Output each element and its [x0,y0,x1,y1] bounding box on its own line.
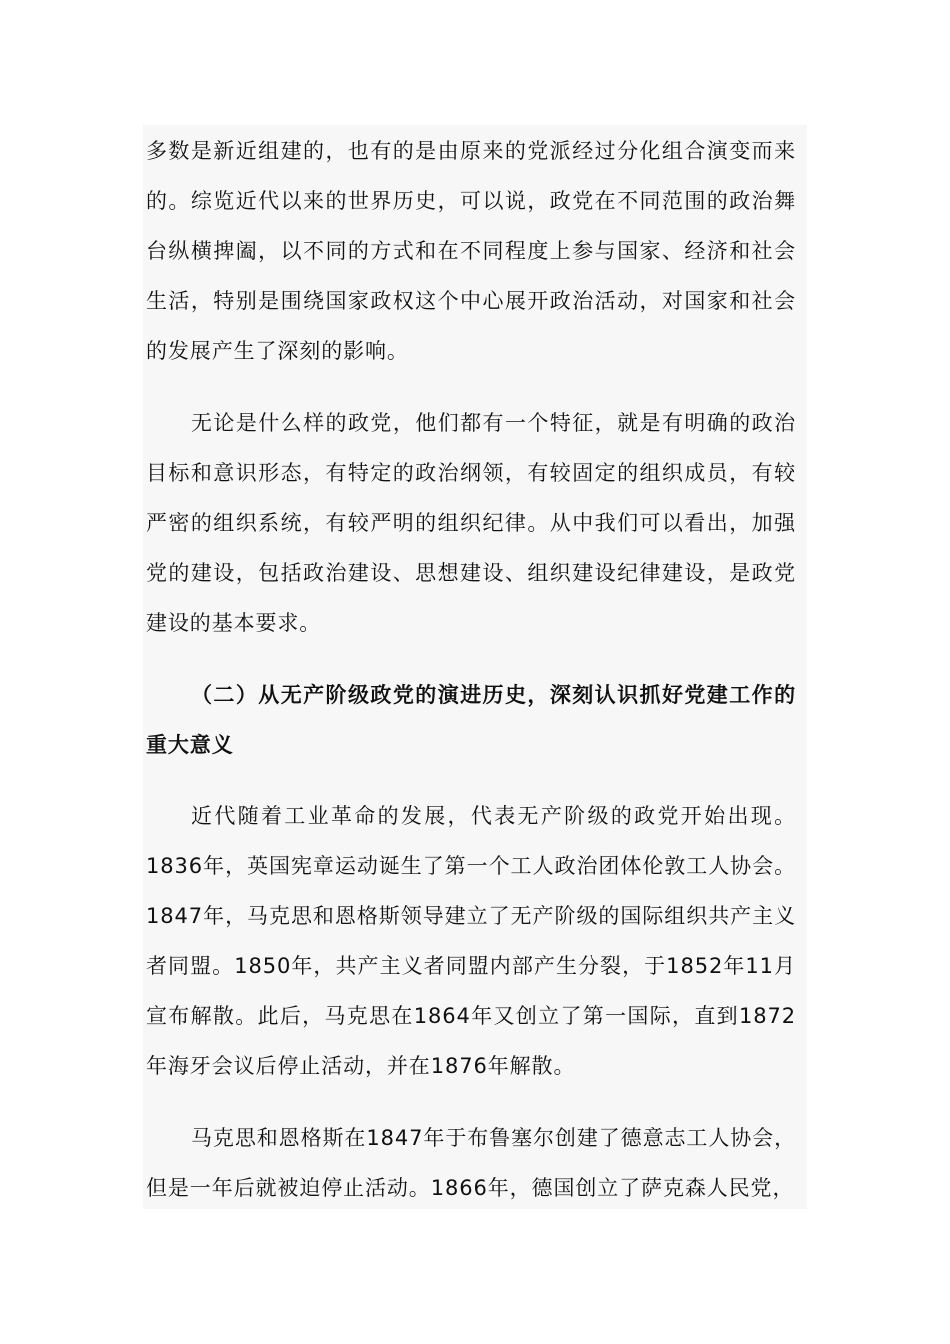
paragraph-party-characteristics: 无论是什么样的政党，他们都有一个特征，就是有明确的政治目标和意识形态，有特定的政治纲领，有较固定的组织成员，有较严密的组织系统，有较严明的组织纪律。从中我们可以看出，加强党的建设，包括政治建设、思想建设、组织建设纪律建设，是政党建设的基本要求。 [146,411,796,635]
paragraph-party-history: 多数是新近组建的，也有的是由原来的党派经过分化组合演变而来的。综览近代以来的世界历史，可以说，政党在不同范围的政治舞台纵横捭阖，以不同的方式和在不同程度上参与国家、经济和社会生活，特别是围绕国家政权这个中心展开政治活动，对国家和社会的发展产生了深刻的影响。 [146,139,796,363]
paragraph-german-workers: 马克思和恩格斯在1847年于布鲁塞尔创建了德意志工人协会，但是一年后就被迫停止活动。1866年，德国创立了萨克森人民党， [146,1126,796,1200]
section-heading: （二）从无产阶级政党的演进历史，深刻认识抓好党建工作的重大意义 [146,683,796,757]
paragraph-proletarian-history: 近代随着工业革命的发展，代表无产阶级的政党开始出现。1836年，英国宪章运动诞生了第一个工人政治团体伦敦工人协会。1847年，马克思和恩格斯领导建立了无产阶级的国际组织共产主义者同盟。1850年，共产主义者同盟内部产生分裂，于1852年11月宣布解散。此后，马克思在1864年又创立了第一国际，直到1872年海牙会议后停止活动，并在1876年解散。 [146,804,796,1078]
